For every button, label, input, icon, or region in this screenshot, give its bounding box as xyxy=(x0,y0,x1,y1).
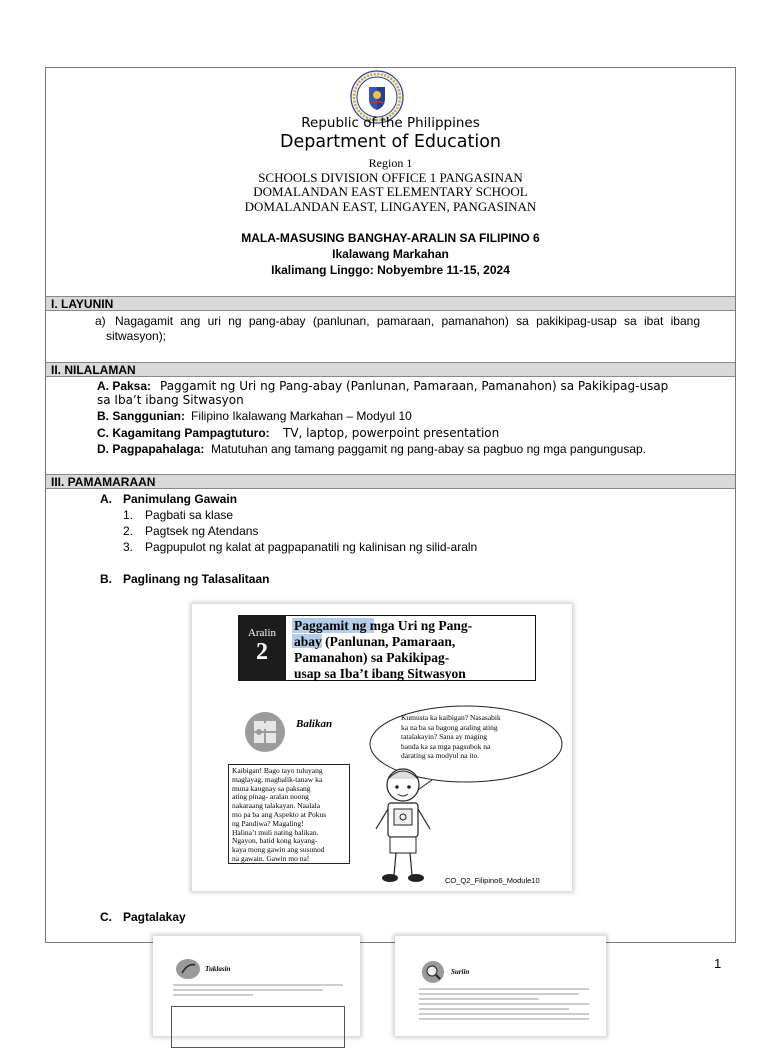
text-line xyxy=(419,1003,589,1005)
suriin-page-thumbnail xyxy=(395,936,606,1036)
step-number: 2. xyxy=(123,524,134,538)
panimula-label: Panimulang Gawain xyxy=(123,492,238,506)
leaf-icon xyxy=(175,958,201,980)
paksa-line1: Paggamit ng Uri ng Pang-abay (Panlunan, Pamaraan, Pamanahon) sa Pakikipag-usap xyxy=(160,379,669,393)
pagtalakay-label: Pagtalakay xyxy=(123,910,186,924)
text-line xyxy=(419,1013,589,1015)
step-text: Pagtsek ng Atendans xyxy=(145,524,259,538)
paksa-line2: sa Iba’t ibang Sitwasyon xyxy=(97,393,244,407)
suriin-label: Suriin xyxy=(451,968,470,976)
module-footer: CO_Q2_Filipino6_Module10 xyxy=(445,876,540,885)
puzzle-icon xyxy=(242,711,288,753)
tuklasin-page-thumbnail xyxy=(153,936,360,1036)
step-text: Pagpupulot ng kalat at pagpapanatili ng kalinisan ng silid-araln xyxy=(145,540,478,554)
section-layunin-heading: I. LAYUNIN xyxy=(46,296,735,311)
aralin-box xyxy=(238,615,286,681)
talasalitaan-marker: B. xyxy=(100,572,112,586)
pagtalakay-marker: C. xyxy=(100,910,112,924)
pagpapahalaga-text: Matutuhan ang tamang paggamit ng pang-abay sa pagbuo ng mga pangungusap. xyxy=(211,442,646,456)
balikan-label: Balikan xyxy=(296,718,333,730)
talasalitaan-label: Paglinang ng Talasalitaan xyxy=(123,572,270,586)
magnifier-icon xyxy=(421,960,445,984)
aralin-number: 2 xyxy=(256,639,268,665)
text-box xyxy=(171,1006,345,1048)
division-line: SCHOOLS DIVISION OFFICE 1 PANGASINAN xyxy=(258,170,523,185)
section-pamamaraan-heading: III. PAMAMARAAN xyxy=(46,474,735,489)
text-line xyxy=(173,994,253,996)
layunin-item-line2: sitwasyon); xyxy=(106,329,167,343)
text-line xyxy=(419,1018,589,1020)
text-line xyxy=(173,984,343,986)
section-nilalaman-heading: II. NILALAMAN xyxy=(46,362,735,377)
quarter-line: Ikalawang Markahan xyxy=(332,247,449,261)
page-number: 1 xyxy=(714,956,722,971)
region-line: Region 1 xyxy=(368,156,413,170)
school-line: DOMALANDAN EAST ELEMENTARY SCHOOL xyxy=(253,184,528,199)
text-line xyxy=(419,1008,569,1010)
text-line xyxy=(419,998,539,1000)
week-line: Ikalimang Linggo: Nobyembre 11-15, 2024 xyxy=(271,263,510,277)
text-line xyxy=(173,989,323,991)
department-line: Department of Education xyxy=(279,132,501,152)
module-page-image xyxy=(192,604,572,891)
bubble-text: Kumusta ka kaibigan? Nasasabik ka na ba sa bagong araling ating tatalakayin? Sana ay maging handa ka sa mga pagsubok na darating sa modyul na ito. xyxy=(401,713,501,760)
panimula-marker: A. xyxy=(100,492,112,506)
aralin-label: Aralin xyxy=(247,627,277,639)
step-text: Pagbati sa klase xyxy=(145,508,234,522)
tuklasin-label: Tuklasin xyxy=(205,965,231,973)
step-number: 3. xyxy=(123,540,134,554)
step-number: 1. xyxy=(123,508,134,522)
sanggunian-label: B. Sanggunian: xyxy=(97,409,185,423)
paksa-label: A. Paksa: xyxy=(97,379,152,393)
balikan-textbox: Kaibigan! Bago tayo tuluyang maglayag, magbalik-tanaw ka muna kaugnay sa paksang ating pinag- aralan noong nakaraang talakayan. Naalala mo pa ba ang Aspekto at Pokus ng Pandiwa? Magaling! Halina’t muli nating balikan. Ngayon, batid kong kayang- kaya mong gawin ang susunod na gawain. Gawin mo na! xyxy=(228,764,350,864)
layunin-item-marker: a) xyxy=(95,314,106,328)
text-line xyxy=(419,988,589,990)
layunin-item-line1: Nagagamit ang uri ng pang-abay (panlunan, pamaraan, pamanahon) sa pakikipag-usap sa ibat ibang xyxy=(115,314,700,328)
pagpapahalaga-label: D. Pagpapahalaga: xyxy=(97,442,205,456)
kagamitan-text: TV, laptop, powerpoint presentation xyxy=(283,426,500,440)
kagamitan-label: C. Kagamitang Pampagtuturo: xyxy=(97,426,270,440)
sanggunian-text: Filipino Ikalawang Markahan – Modyul 10 xyxy=(191,409,412,423)
module-title: Paggamit ng mga Uri ng Pang- abay (Panlunan, Pamaraan, Pamanahon) sa Pakikipag- usap sa Iba’t ibang Sitwasyon xyxy=(294,618,473,681)
republic-line: Republic of the Philippines xyxy=(301,115,480,131)
address-line: DOMALANDAN EAST, LINGAYEN, PANGASINAN xyxy=(244,199,537,214)
document-title: MALA-MASUSING BANGHAY-ARALIN SA FILIPINO 6 xyxy=(241,231,540,245)
text-line xyxy=(419,993,579,995)
student-illustration xyxy=(368,759,438,887)
